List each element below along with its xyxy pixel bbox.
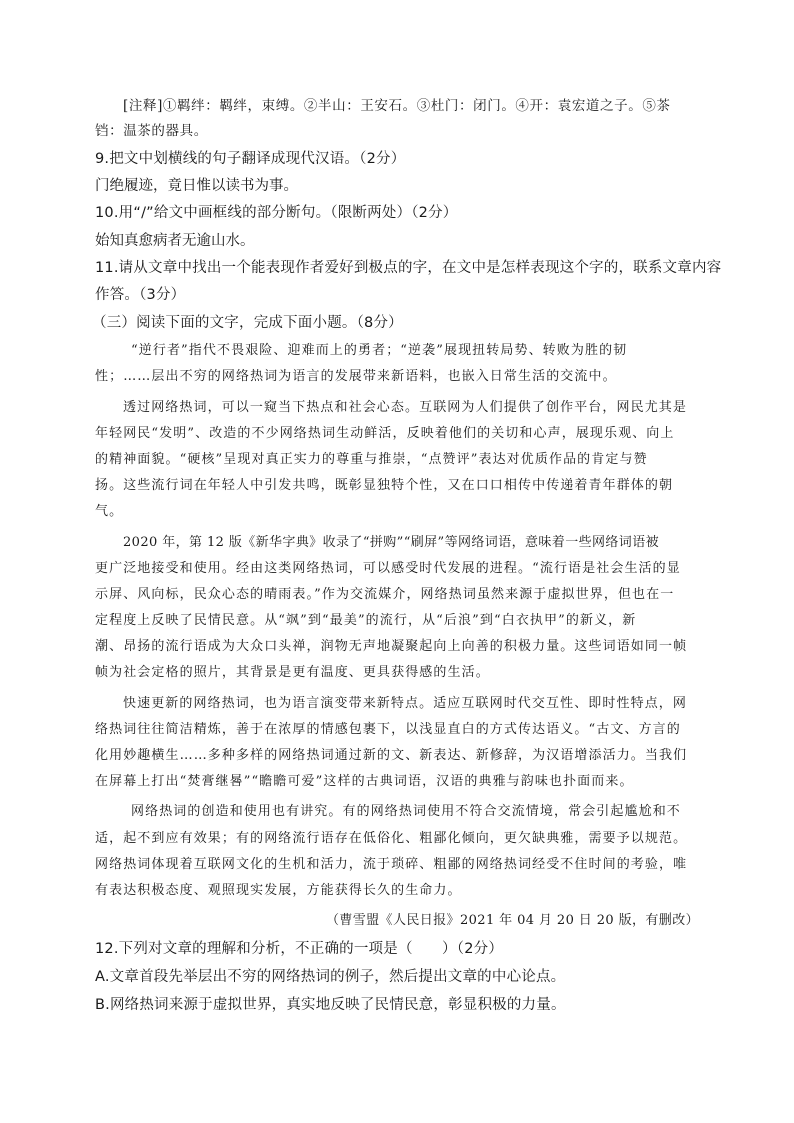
passage-p4-line-1: 快速更新的网络热词，也为语言演变带来新特点。适应互联网时代交互性、即时性特点，网	[123, 696, 688, 711]
passage-p5-line-3: 网络热词体现着互联网文化的生机和活力，流于琐碎、粗鄙的网络热词经受不住时间的考验，唯	[95, 857, 688, 872]
passage-p5-line-2: 适，起不到应有效果；有的网络流行语存在低俗化、粗鄙化倾向，更欠缺典雅，需要予以规范。	[95, 831, 688, 846]
question-11-line-2: 作答。（3分）	[95, 287, 186, 303]
question-12-option-a: A.文章首段先举层出不穷的网络热词的例子，然后提出文章的中心论点。	[95, 969, 566, 985]
passage-p4-line-4: 在屏幕上打出“焚膏继晷”“瞻瞻可爱”这样的古典词语，汉语的典雅与韵味也扑面而来。	[95, 774, 634, 789]
question-10-sentence: 始知真愈病者无逾山水。	[95, 233, 255, 249]
passage-p3-line-6: 帧为社会定格的照片，其背景是更有温度、更具获得感的生活。	[95, 665, 490, 680]
passage-p5-line-1: 网络热词的创造和使用也有讲究。有的网络热词使用不符合交流情境，常会引起尴尬和不	[131, 804, 681, 819]
passage-p3-line-1: 2020 年，第 12 版《新华字典》收录了“拼购”“刷屏”等网络词语，意味着一些网络词语被	[123, 535, 660, 550]
section-3-heading: （三）阅读下面的文字，完成下面小题。（8分）	[92, 315, 403, 331]
annotation-line-2: 铛：温茶的器具。	[95, 123, 208, 139]
passage-p2-line-5: 气。	[95, 504, 124, 519]
passage-p2-line-2: 年轻网民“发明”、改造的不少网络热词生动鲜活，反映着他们的关切和心声，展现乐观、向上	[95, 426, 675, 441]
question-9-sentence: 门绝履迹，竟日惟以读书为事。	[95, 178, 298, 194]
question-11-line-1: 11.请从文章中找出一个能表现作者爱好到极点的字，在文中是怎样表现这个字的，联系文章内容	[95, 260, 722, 276]
question-12-prompt: 12.下列对文章的理解和分析，不正确的一项是（ ）（2分）	[95, 941, 504, 957]
passage-p3-line-3: 示屏、风向标，民众心态的晴雨表。”作为交流媒介，网络热词虽然来源于虚拟世界，但也在一	[95, 587, 675, 602]
passage-p1-line-1: “逆行者”指代不畏艰险、迎难而上的勇者；“逆袭”展现扭转局势、转败为胜的韧	[131, 343, 628, 358]
passage-p4-line-2: 络热词往往简洁精炼，善于在浓厚的情感包裹下，以浅显直白的方式传达语义。“古文、方言的	[95, 722, 681, 737]
passage-p3-line-4: 定程度上反映了民情民意。从“飒”到“最美”的流行，从“后浪”到“白衣执甲”的新义，新	[95, 613, 637, 628]
passage-p4-line-3: 化用妙趣横生……多种多样的网络热词通过新的文、新表达、新修辞，为汉语增添活力。当我们	[95, 748, 688, 763]
passage-p2-line-4: 扬。这些流行词在年轻人中引发共鸣，既彰显独特个性，又在口口相传中传递着青年群体的朝	[95, 478, 674, 493]
annotation-line-1: [注释]①羁绊：羁绊，束缚。②半山：王安石。③杜门：闭门。④开：袁宏道之子。⑤茶	[123, 98, 671, 114]
passage-p2-line-3: 的精神面貌。“硬核”呈现对真正实力的尊重与推崇，“点赞评”表达对优质作品的肯定与赞	[95, 452, 648, 467]
question-10-prompt: 10.用“/”给文中画框线的部分断句。（限断两处）（2分）	[95, 205, 458, 221]
passage-p5-line-4: 有表达积极态度、观照现实发展，方能获得长久的生命力。	[95, 883, 462, 898]
question-12-option-b: B.网络热词来源于虚拟世界，真实地反映了民情民意，彰显积极的力量。	[95, 997, 566, 1013]
passage-source: （曹雪盟《人民日报》2021 年 04 月 20 日 20 版，有删改）	[325, 913, 699, 928]
question-9-prompt: 9.把文中划横线的句子翻译成现代汉语。（2分）	[95, 151, 406, 167]
passage-p1-line-2: 性；……层出不穷的网络热词为语言的发展带来新语料，也嵌入日常生活的交流中。	[95, 369, 617, 384]
passage-p3-line-5: 潮、昂扬的流行语成为大众口头禅，润物无声地凝聚起向上向善的积极力量。这些词语如同一帧	[95, 639, 688, 654]
passage-p3-line-2: 更广泛地接受和使用。经由这类网络热词，可以感受时代发展的进程。“流行语是社会生活的显	[95, 561, 681, 576]
passage-p2-line-1: 透过网络热词，可以一窥当下热点和社会心态。互联网为人们提供了创作平台，网民尤其是	[123, 400, 688, 415]
